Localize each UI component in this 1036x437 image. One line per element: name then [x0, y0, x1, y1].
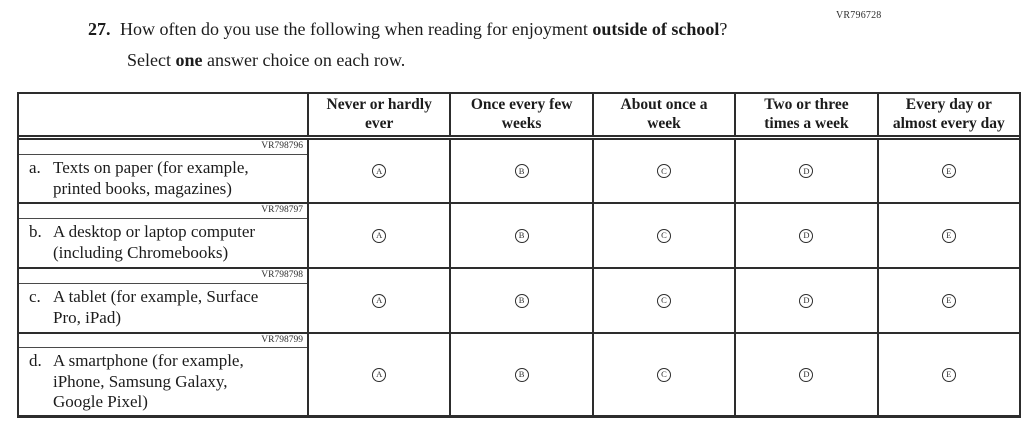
row-label	[19, 284, 307, 332]
label-line: iPhone, Samsung Galaxy,	[53, 371, 228, 391]
stem-cell	[19, 334, 307, 415]
row-label-text	[53, 158, 303, 200]
option-cell	[877, 334, 1019, 415]
row-label-text	[53, 222, 303, 265]
instruction-bold: one	[175, 50, 203, 70]
table-row-smartphone	[19, 334, 1019, 415]
option-cell	[877, 269, 1019, 332]
label-line: A desktop or laptop computer	[53, 222, 256, 241]
header-line: weeks	[501, 114, 542, 132]
answer-bubble-b-D[interactable]: D	[799, 229, 813, 243]
question-text-pre: How often do you use the following when reading for enjoyment	[120, 19, 593, 39]
answer-bubble-a-B[interactable]: B	[515, 164, 529, 178]
header-line: almost every day	[892, 114, 1005, 132]
row-vr-code: VR798797	[19, 204, 307, 219]
answer-bubble-a-A[interactable]: A	[372, 164, 386, 178]
row-label	[19, 348, 307, 415]
table-row-texts-on-paper	[19, 140, 1019, 204]
option-cell	[307, 204, 449, 267]
table-row-desktop-or-laptop	[19, 204, 1019, 269]
answer-bubble-b-E[interactable]: E	[942, 229, 956, 243]
answer-bubble-a-C[interactable]: C	[657, 164, 671, 178]
row-marker: b.	[29, 222, 42, 241]
label-line: Texts on paper (for example,	[53, 158, 249, 177]
question-text-post: ?	[719, 19, 728, 39]
row-marker: c.	[29, 287, 41, 306]
header-stub-cell	[19, 94, 307, 135]
answer-bubble-d-D[interactable]: D	[799, 368, 813, 382]
stem-cell	[19, 140, 307, 202]
answer-bubble-c-C[interactable]: C	[657, 294, 671, 308]
stem-cell	[19, 269, 307, 332]
option-cell	[449, 334, 591, 415]
header-line: Two or three	[764, 95, 849, 113]
page-vr-code: VR796728	[836, 10, 882, 21]
question-number: 27.	[88, 19, 111, 39]
table-row-tablet	[19, 269, 1019, 334]
label-line: A smartphone (for example,	[53, 351, 244, 370]
answer-bubble-a-E[interactable]: E	[942, 164, 956, 178]
header-line: Once every few	[470, 95, 573, 113]
option-cell	[592, 140, 734, 202]
row-label-text	[53, 287, 303, 330]
option-cell	[307, 269, 449, 332]
row-label-text	[53, 351, 303, 413]
option-cell	[592, 204, 734, 267]
option-cell	[307, 140, 449, 202]
row-marker: d.	[29, 351, 42, 370]
option-cell	[734, 140, 876, 202]
header-two-or-three-times-a-week	[734, 94, 876, 135]
answer-bubble-c-A[interactable]: A	[372, 294, 386, 308]
row-marker: a.	[29, 158, 41, 177]
header-line: week	[647, 114, 681, 132]
header-every-day-or-almost-every-day	[877, 94, 1019, 135]
stem-cell	[19, 204, 307, 267]
label-line: printed books, magazines)	[53, 178, 232, 198]
row-vr-code: VR798799	[19, 334, 307, 348]
option-cell	[592, 334, 734, 415]
question-text	[88, 19, 727, 40]
answer-bubble-d-C[interactable]: C	[657, 368, 671, 382]
label-line: (including Chromebooks)	[53, 242, 229, 262]
row-vr-code: VR798796	[19, 140, 307, 155]
option-cell	[592, 269, 734, 332]
row-label	[19, 155, 307, 202]
header-once-every-few-weeks	[449, 94, 591, 135]
header-line: About once a	[620, 95, 708, 113]
header-about-once-a-week	[592, 94, 734, 135]
answer-bubble-c-E[interactable]: E	[942, 294, 956, 308]
header-line: times a week	[764, 114, 849, 132]
header-line: Every day or	[905, 95, 992, 113]
answer-bubble-c-D[interactable]: D	[799, 294, 813, 308]
question-text-bold: outside of school	[592, 19, 720, 39]
option-cell	[734, 334, 876, 415]
row-label	[19, 219, 307, 267]
answer-bubble-b-A[interactable]: A	[372, 229, 386, 243]
label-line: Pro, iPad)	[53, 307, 121, 327]
option-cell	[449, 269, 591, 332]
header-line: Never or hardly	[326, 95, 432, 113]
label-line: A tablet (for example, Surface	[53, 287, 259, 306]
answer-bubble-d-E[interactable]: E	[942, 368, 956, 382]
instruction-pre: Select	[127, 50, 176, 70]
option-cell	[877, 140, 1019, 202]
table-header-row	[19, 94, 1019, 140]
option-cell	[449, 204, 591, 267]
row-vr-code: VR798798	[19, 269, 307, 284]
instruction-post: answer choice on each row.	[202, 50, 406, 70]
option-cell	[734, 204, 876, 267]
answer-bubble-d-B[interactable]: B	[515, 368, 529, 382]
header-never-or-hardly-ever	[307, 94, 449, 135]
answer-bubble-c-B[interactable]: B	[515, 294, 529, 308]
answer-bubble-b-B[interactable]: B	[515, 229, 529, 243]
option-cell	[307, 334, 449, 415]
answer-bubble-b-C[interactable]: C	[657, 229, 671, 243]
option-cell	[449, 140, 591, 202]
answer-bubble-d-A[interactable]: A	[372, 368, 386, 382]
answer-matrix-table	[17, 92, 1021, 418]
label-line: Google Pixel)	[53, 392, 148, 412]
header-line: ever	[365, 114, 394, 132]
answer-bubble-a-D[interactable]: D	[799, 164, 813, 178]
question-instruction	[127, 50, 405, 71]
option-cell	[877, 204, 1019, 267]
option-cell	[734, 269, 876, 332]
